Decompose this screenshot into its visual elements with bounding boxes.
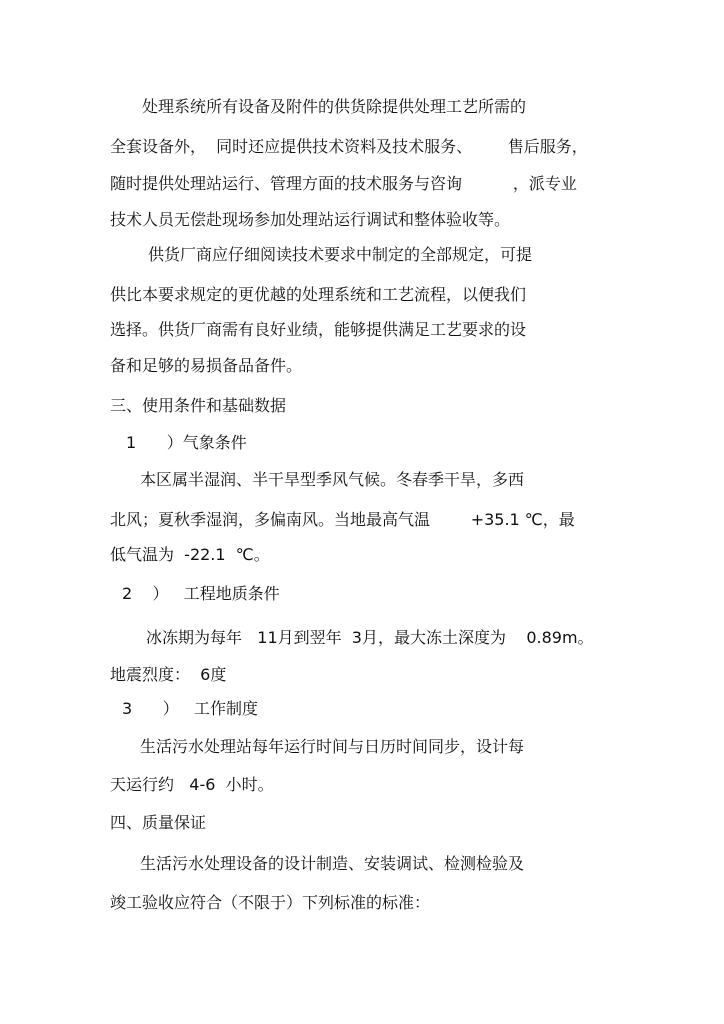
paragraph-line: 随时提供处理站运行、管理方面的技术服务与咨询 ，派专业 [110,174,577,193]
paragraph-line: 本区属半湿润、半干旱型季风气候。冬春季干旱，多西 [140,470,525,489]
paragraph-line: 生活污水处理站每年运行时间与日历时间同步，设计每 [140,737,525,756]
paragraph-line: 竣工验收应符合（不限于）下列标准的标准： [110,893,431,912]
paragraph-line: 全套设备外， 同时还应提供技术资料及技术服务、 售后服务， [110,137,588,156]
paragraph-line: 天运行约 4-6 小时。 [110,775,274,794]
section-heading: 三、使用条件和基础数据 [110,396,287,415]
section-heading: 四、质量保证 [110,813,207,832]
paragraph-line: 供比本要求规定的更优越的处理系统和工艺流程，以便我们 [110,285,527,304]
paragraph-line: 技术人员无偿赴现场参加处理站运行调试和整体验收等。 [110,210,511,229]
paragraph-line: 低气温为 -22.1 ℃。 [110,545,270,564]
subsection-heading: 2 ） 工程地质条件 [122,584,280,603]
paragraph-line: 处理系统所有设备及附件的供货除提供处理工艺所需的 [142,97,527,116]
paragraph-line: 选择。供货厂商需有良好业绩，能够提供满足工艺要求的设 [110,320,527,339]
paragraph-line: 冰冻期为每年 11月到翌年 3月，最大冻土深度为 0.89m。 [146,628,594,647]
subsection-heading: 3 ） 工作制度 [122,699,258,718]
paragraph-line: 地震烈度： 6度 [110,665,227,684]
paragraph-line: 北风；夏秋季湿润，多偏南风。当地最高气温 +35.1 ℃，最 [110,510,575,529]
paragraph-line: 备和足够的易损备品备件。 [110,356,303,375]
paragraph-line: 供货厂商应仔细阅读技术要求中制定的全部规定，可提 [148,245,533,264]
subsection-heading: 1 ）气象条件 [126,433,247,452]
paragraph-line: 生活污水处理设备的设计制造、安装调试、检测检验及 [140,854,525,873]
